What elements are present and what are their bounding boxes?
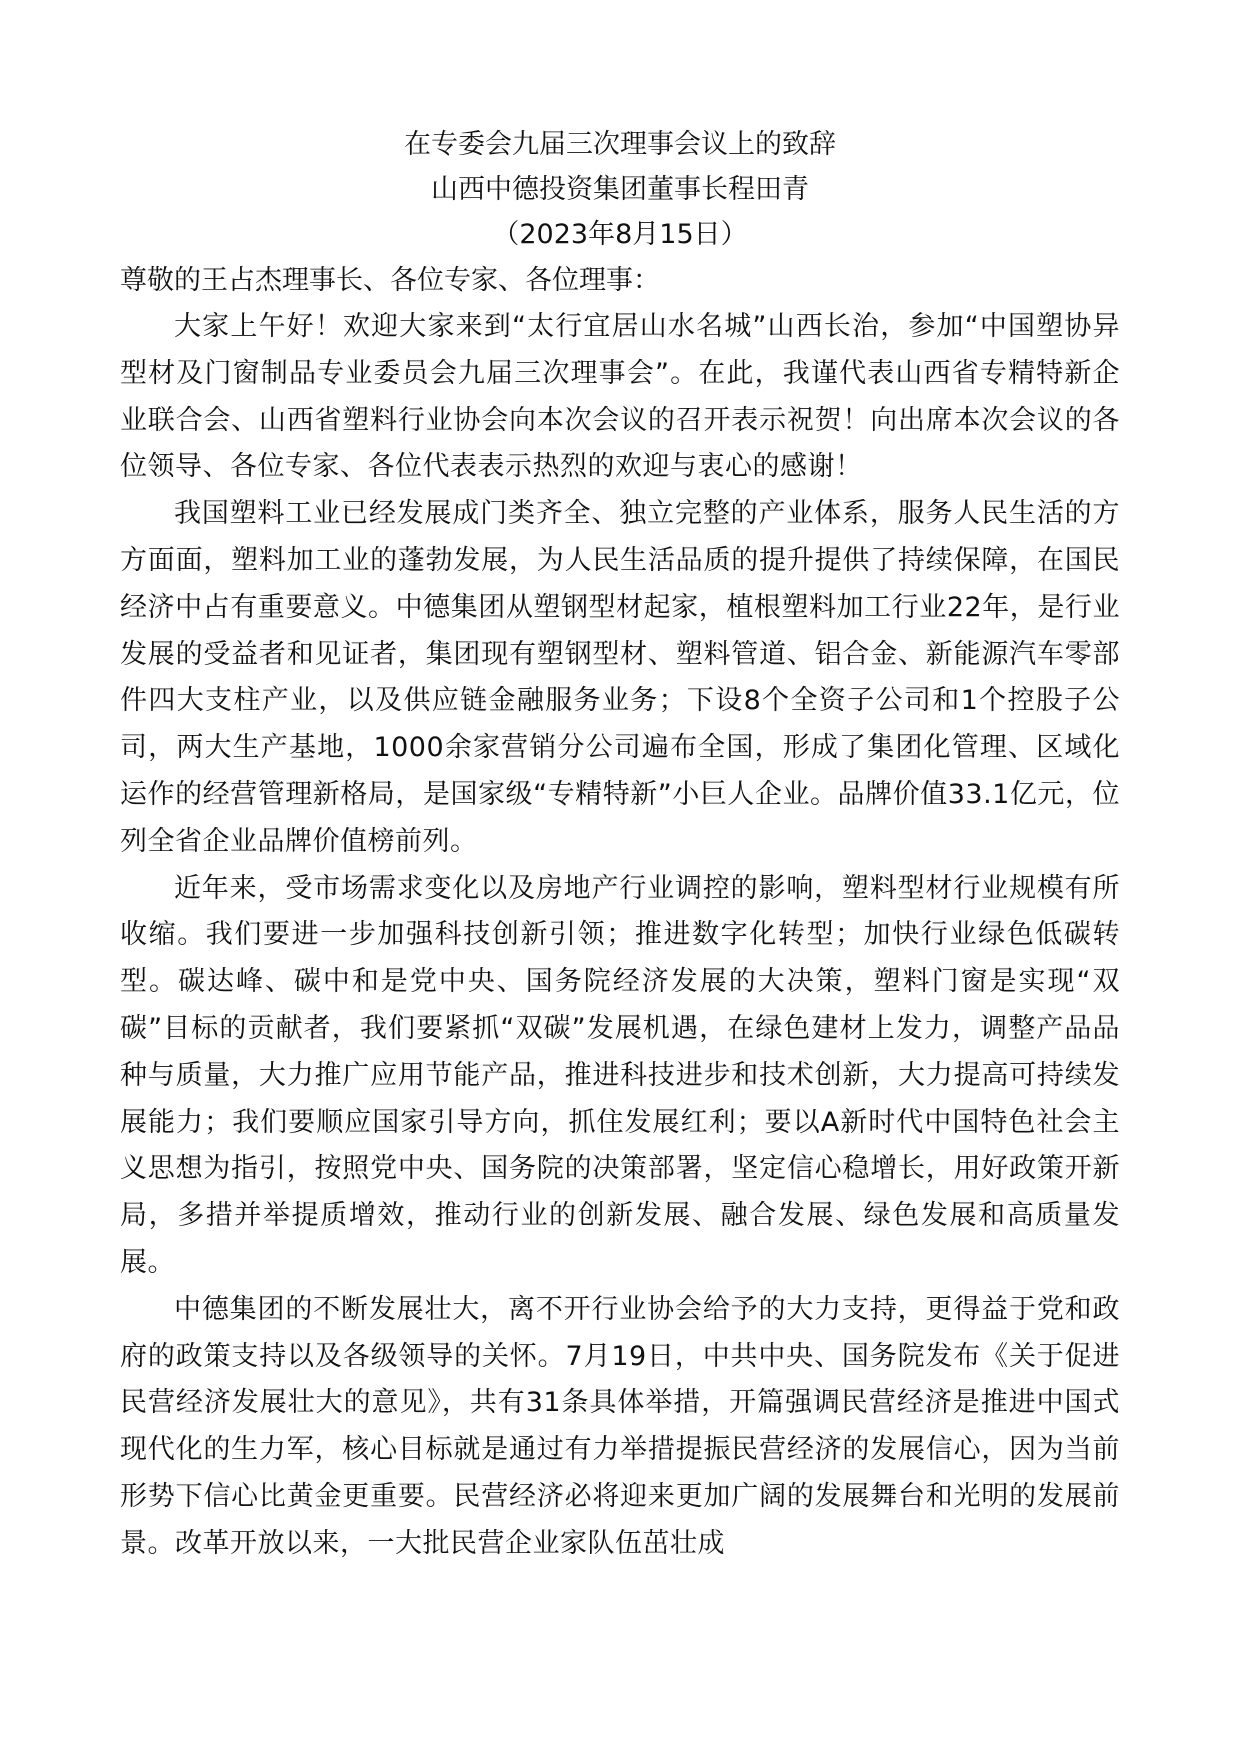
speaker-line: 山西中德投资集团董事长程田青 — [431, 174, 809, 205]
date-line: （2023年8月15日） — [492, 219, 748, 250]
paragraph-company-intro: 我国塑料工业已经发展成门类齐全、独立完整的产业体系，服务人民生活的方方面面，塑料加工业的蓬勃发展，为人民生活品质的提升提供了持续保障，在国民经济中占有重要意义。中德集团从塑钢型材起家，植根塑料加工行业22年，是行业发展的受益者和见证者，集团现有塑钢型材、塑料管道、铝合金、新能源汽车零部件四大支柱产业，以及供应链金融服务业务；下设8个全资子公司和1个控股子公司，两大生产基地，1000余家营销分公司遍布全国，形成了集团化管理、区域化运作的经营管理新格局，是国家级“专精特新”小巨人企业。品牌价值33.1亿元，位列全省企业品牌价值榜前列。 — [120, 498, 1120, 857]
document-title: 在专委会九届三次理事会议上的致辞 — [404, 129, 836, 160]
paragraph-policy-support: 中德集团的不断发展壮大，离不开行业协会给予的大力支持，更得益于党和政府的政策支持以及各级领导的关怀。7月19日，中共中央、国务院发布《关于促进民营经济发展壮大的意见》，共有31条具体举措，开篇强调民营经济是推进中国式现代化的生力军，核心目标就是通过有力举措提振民营经济的发展信心，因为当前形势下信心比黄金更重要。民营经济必将迎来更加广阔的发展舞台和光明的发展前景。改革开放以来，一大批民营企业家队伍茁壮成 — [120, 1293, 1120, 1559]
paragraph-welcome: 大家上午好！欢迎大家来到“太行宜居山水名城”山西长治，参加“中国塑协异型材及门窗制品专业委员会九届三次理事会”。在此，我谨代表山西省专精特新企业联合会、山西省塑料行业协会向本次会议的召开表示祝贺！向出席本次会议的各位领导、各位专家、各位代表表示热烈的欢迎与衷心的感谢！ — [120, 311, 1120, 483]
paragraph-industry-outlook: 近年来，受市场需求变化以及房地产行业调控的影响，塑料型材行业规模有所收缩。我们要进一步加强科技创新引领；推进数字化转型；加快行业绿色低碳转型。碳达峰、碳中和是党中央、国务院经济发展的大决策，塑料门窗是实现“双碳”目标的贡献者，我们要紧抓“双碳”发展机遇，在绿色建材上发力，调整产品品种与质量，大力推广应用节能产品，推进科技进步和技术创新，大力提高可持续发展能力；我们要顺应国家引导方向，抓住发展红利；要以A新时代中国特色社会主义思想为指引，按照党中央、国务院的决策部署，坚定信心稳增长，用好政策开新局，多措并举提质增效，推动行业的创新发展、融合发展、绿色发展和高质量发展。 — [120, 872, 1120, 1278]
salutation: 尊敬的王占杰理事长、各位专家、各位理事： — [120, 265, 660, 296]
document-page — [120, 122, 1120, 1568]
